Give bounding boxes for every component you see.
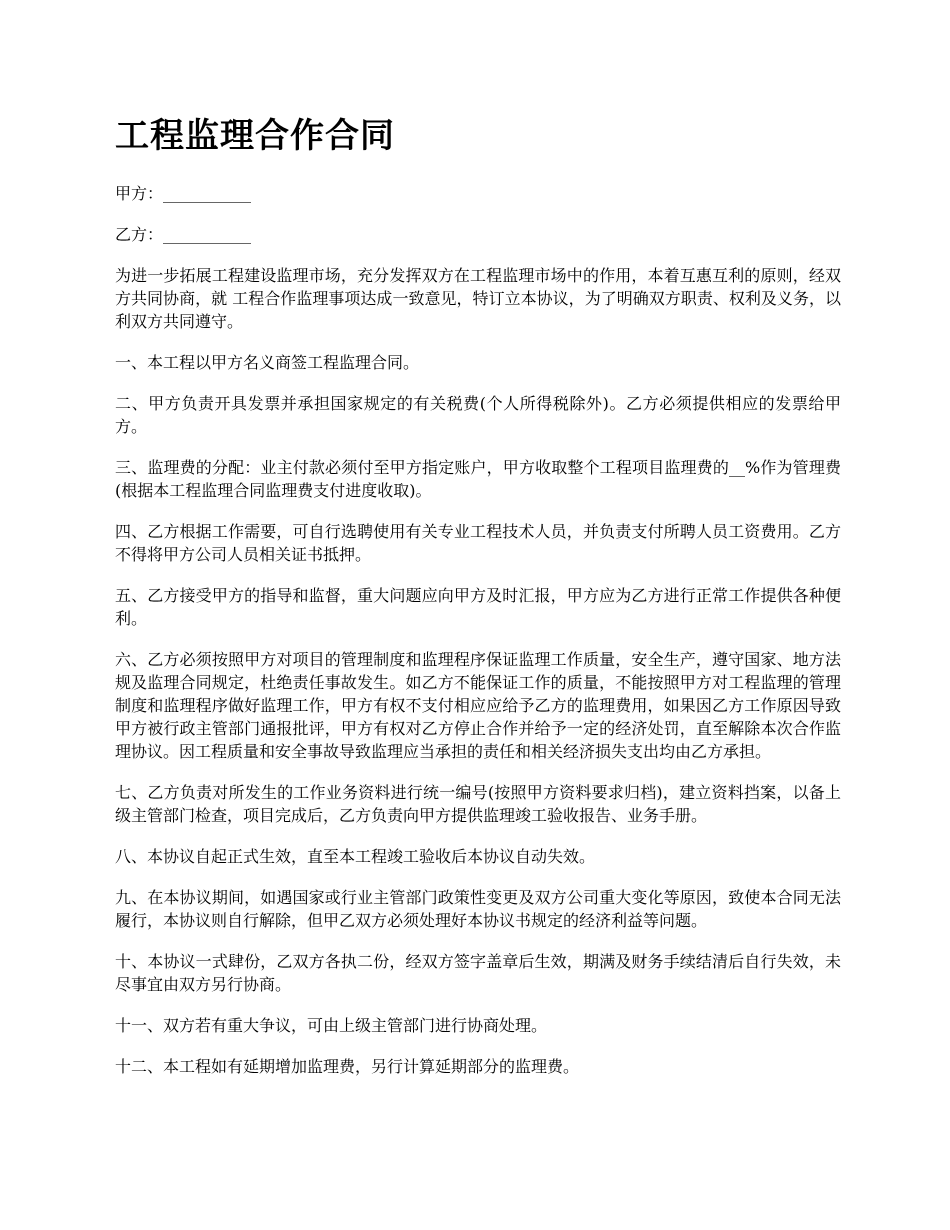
clause-8: 八、本协议自起正式生效，直至本工程竣工验收后本协议自动失效。 [115,847,596,866]
preamble-paragraph: 为进一步拓展工程建设监理市场，充分发挥双方在工程监理市场中的作用，本着互惠互利的原则，经双方共同协商，就 工程合作监理事项达成一致意见，特订立本协议，为了明确双方职责、权利及义务，以利双方共同遵守。 [115,266,841,331]
clause-1: 一、本工程以甲方名义商签工程监理合同。 [115,353,420,372]
clause-5: 五、乙方接受甲方的指导和监督，重大问题应向甲方及时汇报，甲方应为乙方进行正常工作提供各种便利。 [115,586,841,628]
clause-2: 二、甲方负责开具发票并承担国家规定的有关税费(个人所得税除外)。乙方必须提供相应的发票给甲方。 [115,394,841,436]
clause-12: 十二、本工程如有延期增加监理费，另行计算延期部分的监理费。 [115,1057,580,1076]
party-b-line: 乙方：___________ [115,225,252,244]
clause-10: 十、本协议一式肆份，乙双方各执二份，经双方签字盖章后生效，期满及财务手续结清后自行失效，未尽事宜由双方另行协商。 [115,952,841,994]
clause-4: 四、乙方根据工作需要，可自行选聘使用有关专业工程技术人员，并负责支付所聘人员工资费用。乙方不得将甲方公司人员相关证书抵押。 [115,522,841,564]
party-a-line: 甲方：___________ [115,184,252,203]
clause-3: 三、监理费的分配：业主付款必须付至甲方指定账户，甲方收取整个工程项目监理费的__%作为管理费(根据本工程监理合同监理费支付进度收取)。 [115,458,841,500]
clause-9: 九、在本协议期间，如遇国家或行业主管部门政策性变更及双方公司重大变化等原因，致使本合同无法履行，本协议则自行解除，但甲乙双方必须处理好本协议书规定的经济利益等问题。 [115,888,841,930]
clause-11: 十一、双方若有重大争议，可由上级主管部门进行协商处理。 [115,1016,548,1035]
clause-6: 六、乙方必须按照甲方对项目的管理制度和监理程序保证监理工作质量，安全生产，遵守国家、地方法规及监理合同规定，杜绝责任事故发生。如乙方不能保证工作的质量，不能按照甲方对工程监理的管理制度和监理程序做好监理工作，甲方有权不支付相应应给予乙方的监理费用，如果因乙方工作原因导致甲方被行政主管部门通报批评，甲方有权对乙方停止合作并给予一定的经济处罚，直至解除本次合作监理协议。因工程质量和安全事故导致监理应当承担的责任和相关经济损失支出均由乙方承担。 [115,650,841,761]
clause-7: 七、乙方负责对所发生的工作业务资料进行统一编号(按照甲方资料要求归档)，建立资料挡案，以备上级主管部门检查，项目完成后，乙方负责向甲方提供监理竣工验收报告、业务手册。 [115,783,841,825]
contract-document [115,112,841,1096]
document-title: 工程监理合作合同 [115,116,395,156]
